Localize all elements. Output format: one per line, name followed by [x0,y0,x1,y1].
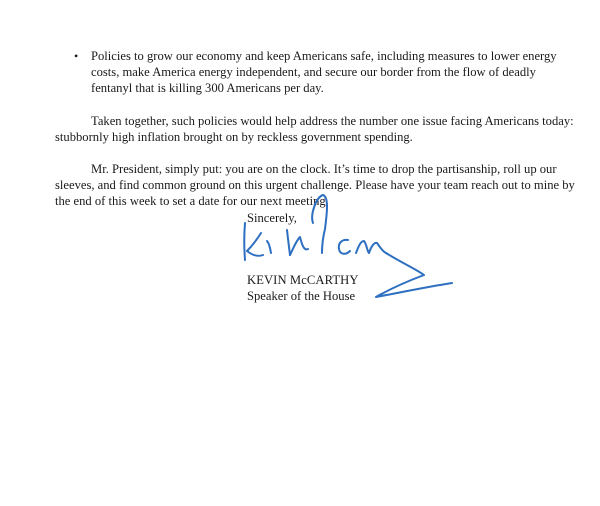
signer-title: Speaker of the House [247,289,356,303]
closing-salutation: Sincerely, [247,211,297,225]
signer-name: KEVIN McCARTHY [247,273,359,287]
body-paragraph-inflation: Taken together, such policies would help address the number one issue facing Americans today: stubbornly high inflation brought on by reckless government spending. [55,114,574,144]
policy-bullet-item [55,48,575,96]
body-paragraph-meeting-request: Mr. President, simply put: you are on the clock. It’s time to drop the partisanship, roll up our sleeves, and find common ground on this urgent challenge. Please have your team reach out to mine by the end of this week to set a date for our next meeting. [55,162,575,208]
bullet-dot-icon: • [74,49,79,63]
bullet-text: Policies to grow our economy and keep Americans safe, including measures to lower energy costs, make America energy independent, and secure our border from the flow of deadly fentanyl that is killing 300 Americans per day. [91,49,557,95]
